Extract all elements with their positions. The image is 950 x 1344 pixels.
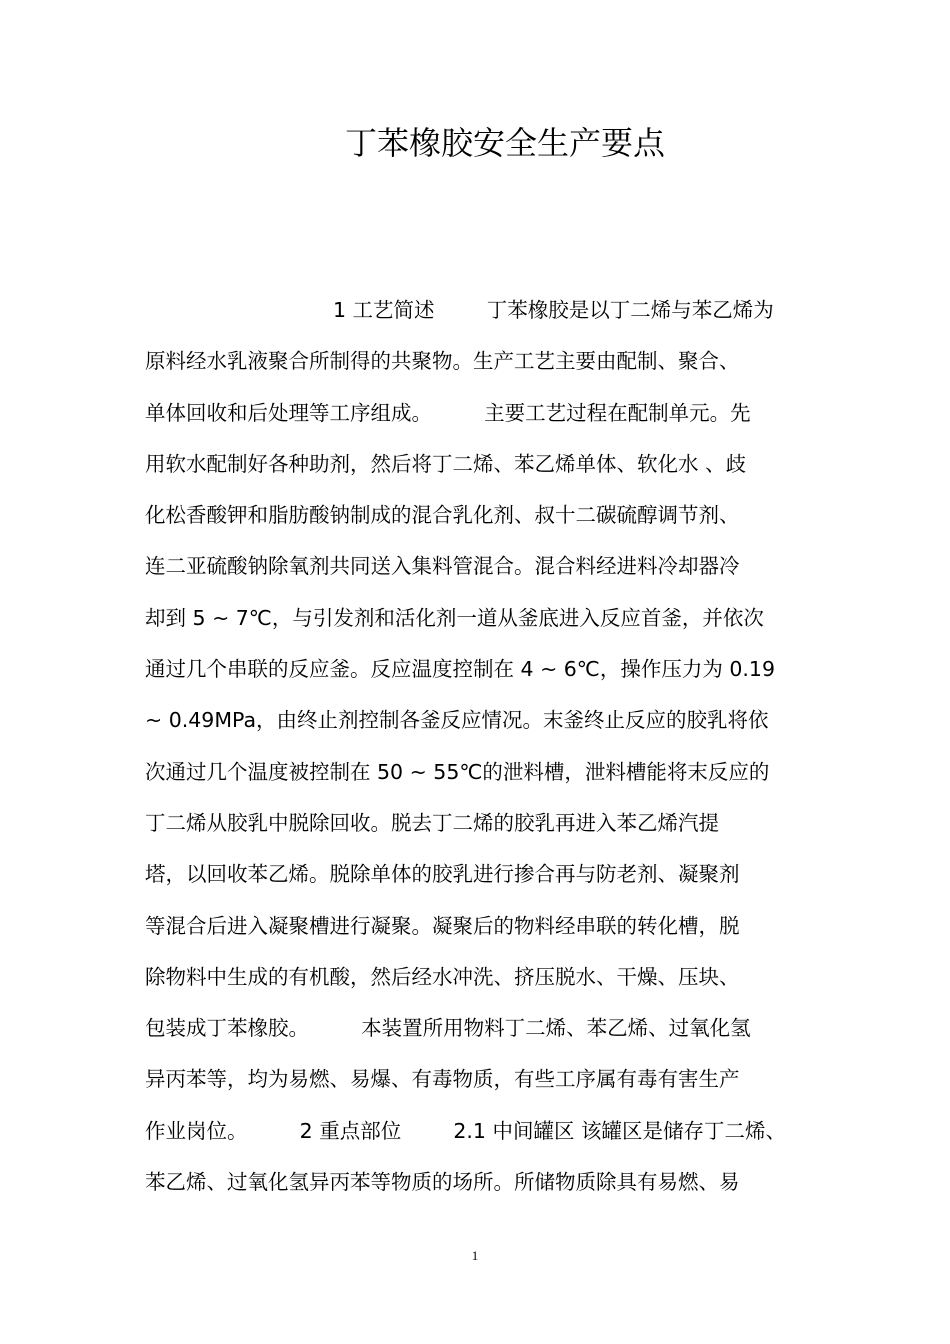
body-line: 连二亚硫酸钠除氧剂共同送入集料管混合。混合料经进料冷却器冷 [145,554,740,579]
body-line: 却到 5 ~ 7℃，与引发剂和活化剂一道从釜底进入反应首釜，并依次 [145,605,764,630]
body-line: 原料经水乳液聚合所制得的共聚物。生产工艺主要由配制、聚合、 [145,349,740,374]
body-line: 1 工艺简述 丁苯橡胶是以丁二烯与苯乙烯为 [333,298,774,322]
body-line: 化松香酸钾和脂肪酸钠制成的混合乳化剂、叔十二碳硫醇调节剂、 [145,503,740,528]
document-title: 丁苯橡胶安全生产要点 [344,124,665,162]
body-line: 用软水配制好各种助剂，然后将丁二烯、苯乙烯单体、软化水 、歧 [145,451,747,476]
body-line: 作业岗位。 2 重点部位 2.1 中间罐区 该罐区是储存丁二烯、 [145,1118,786,1143]
body-line: 单体回收和后处理等工序组成。 主要工艺过程在配制单元。先 [145,400,751,425]
body-line: 通过几个串联的反应釜。反应温度控制在 4 ~ 6℃，操作压力为 0.19 [145,657,775,682]
body-line: 塔，以回收苯乙烯。脱除单体的胶乳进行掺合再与防老剂、凝聚剂 [145,862,740,887]
body-line: 丁二烯从胶乳中脱除回收。脱去丁二烯的胶乳再进入苯乙烯汽提 [145,810,719,835]
body-line: 异丙苯等，均为易燃、易爆、有毒物质，有些工序属有毒有害生产 [145,1067,740,1092]
body-line: 苯乙烯、过氧化氢异丙苯等物质的场所。所储物质除具有易燃、易 [145,1170,740,1195]
body-line: 包装成丁苯橡胶。 本装置所用物料丁二烯、苯乙烯、过氧化氢 [145,1016,751,1041]
document-body [145,288,845,1211]
body-line: 除物料中生成的有机酸，然后经水冲洗、挤压脱水、干燥、压块、 [145,964,740,989]
body-line: 次通过几个温度被控制在 50 ~ 55℃的泄料槽，泄料槽能将末反应的 [145,759,770,784]
page-number: 1 [471,1248,479,1263]
body-line: ~ 0.49MPa，由终止剂控制各釜反应情况。末釜终止反应的胶乳将依 [145,708,769,733]
body-line: 等混合后进入凝聚槽进行凝聚。凝聚后的物料经串联的转化槽，脱 [145,913,740,938]
